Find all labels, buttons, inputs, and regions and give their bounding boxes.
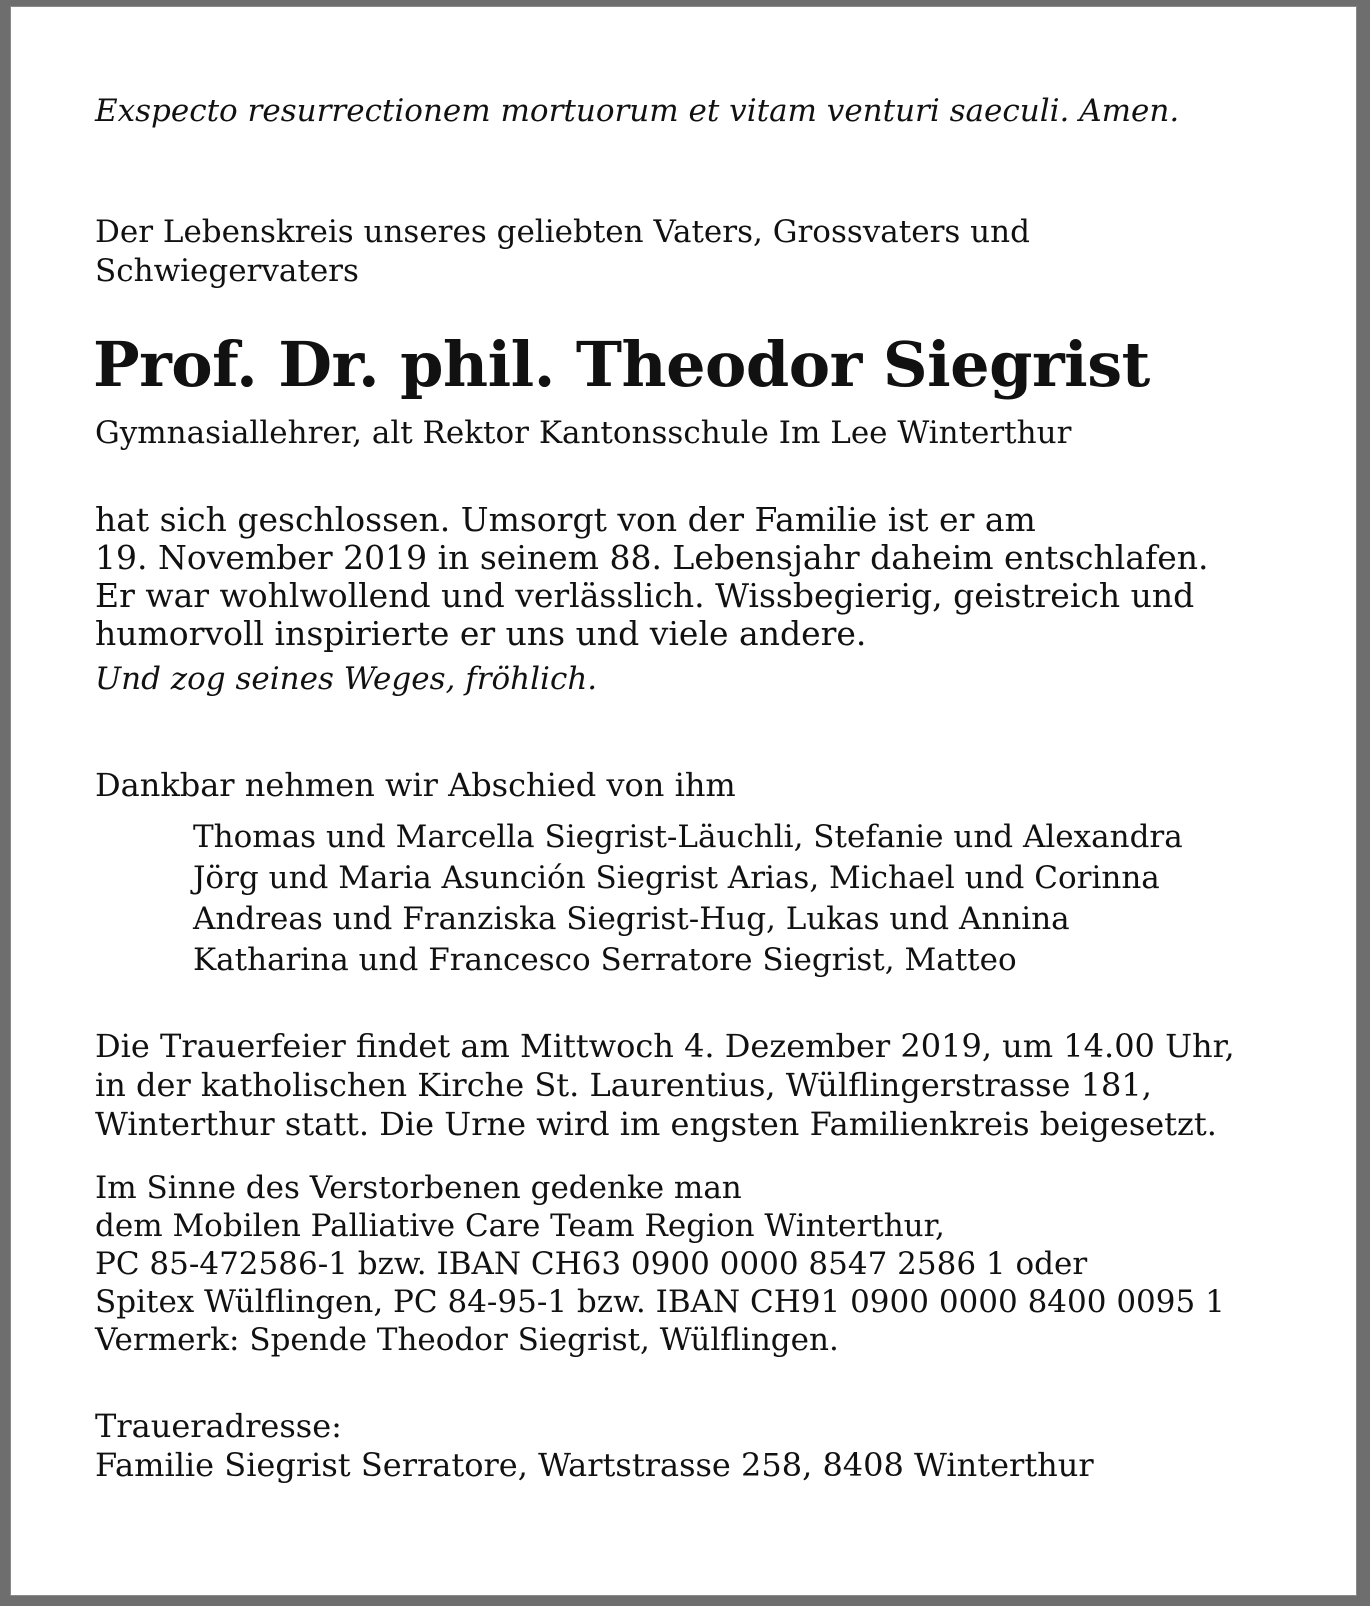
- service-line: in der katholischen Kirche St. Laurentius, Wülflingerstrasse 181,: [95, 1066, 1152, 1104]
- obituary-notice: [10, 6, 1357, 1596]
- intro-line: Der Lebenskreis unseres geliebten Vaters, Grossvaters und: [95, 214, 1030, 250]
- relative-line: Katharina und Francesco Serratore Siegrist, Matteo: [193, 942, 1017, 978]
- address-label: Traueradresse:: [95, 1407, 342, 1445]
- funeral-service-info: [95, 1027, 1235, 1144]
- body-line: Er war wohlwollend und verlässlich. Wissbegierig, geistreich und: [95, 576, 1195, 615]
- donation-info: [95, 1169, 1225, 1359]
- body-line: humorvoll inspirierte er uns und viele andere.: [95, 614, 867, 653]
- service-line: Winterthur statt. Die Urne wird im engsten Familienkreis beigesetzt.: [95, 1105, 1217, 1143]
- donation-line: Spitex Wülflingen, PC 84-95-1 bzw. IBAN CH91 0900 0000 8400 0095 1: [95, 1284, 1225, 1320]
- intro-line: Schwiegervaters: [95, 253, 359, 289]
- relatives-list: [193, 817, 1183, 981]
- body-line: hat sich geschlossen. Umsorgt von der Familie ist er am: [95, 500, 1036, 539]
- deceased-name: Prof. Dr. phil. Theodor Siegrist: [93, 328, 1150, 401]
- address-value: Familie Siegrist Serratore, Wartstrasse 258, 8408 Winterthur: [95, 1446, 1094, 1484]
- intro-text: [95, 213, 1030, 291]
- relative-line: Jörg und Maria Asunción Siegrist Arias, Michael und Corinna: [193, 860, 1160, 896]
- quote-text: Und zog seines Weges, fröhlich.: [95, 661, 598, 697]
- donation-line: PC 85-472586-1 bzw. IBAN CH63 0900 0000 8547 2586 1 oder: [95, 1246, 1088, 1282]
- body-text: [95, 501, 1208, 653]
- service-line: Die Trauerfeier findet am Mittwoch 4. Dezember 2019, um 14.00 Uhr,: [95, 1027, 1235, 1065]
- deceased-role: Gymnasiallehrer, alt Rektor Kantonsschule Im Lee Winterthur: [95, 415, 1072, 451]
- latin-motto: Exspecto resurrectionem mortuorum et vitam venturi saeculi. Amen.: [95, 93, 1180, 129]
- thanks-line: Dankbar nehmen wir Abschied von ihm: [95, 766, 736, 804]
- donation-line: dem Mobilen Palliative Care Team Region Winterthur,: [95, 1208, 945, 1244]
- donation-line: Vermerk: Spende Theodor Siegrist, Wülflingen.: [95, 1322, 839, 1358]
- body-line: 19. November 2019 in seinem 88. Lebensjahr daheim entschlafen.: [95, 538, 1209, 577]
- mourning-address: [95, 1407, 1094, 1485]
- relative-line: Andreas und Franziska Siegrist-Hug, Lukas und Annina: [193, 901, 1070, 937]
- relative-line: Thomas und Marcella Siegrist-Läuchli, Stefanie und Alexandra: [193, 819, 1183, 855]
- donation-line: Im Sinne des Verstorbenen gedenke man: [95, 1170, 742, 1206]
